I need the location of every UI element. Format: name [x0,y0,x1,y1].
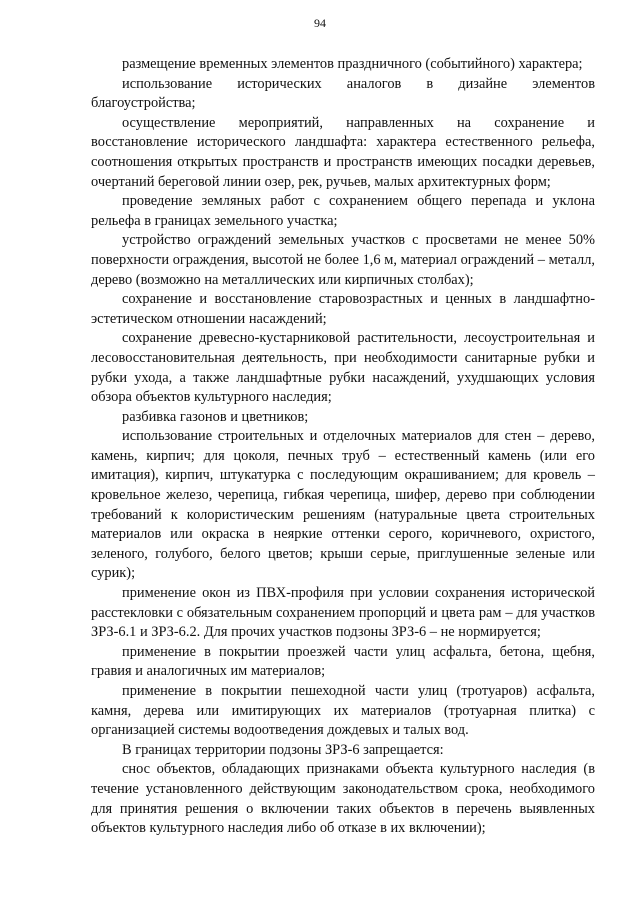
paragraph: применение в покрытии проезжей части улиц асфальта, бетона, щебня, гравия и аналогичных им материалов; [91,643,595,680]
paragraph: сохранение древесно-кустарниковой растительности, лесоустроительная и лесовосстановительная деятельность, при необходимости санитарные рубки и рубки ухода, а также ландшафтные рубки насаждений, ухудшающих условия обзора объектов культурного наследия; [91,330,595,406]
page-number: 94 [314,16,326,30]
paragraph: проведение земляных работ с сохранением общего перепада и уклона рельефа в границах земельного участка; [91,193,595,229]
paragraph: осуществление мероприятий, направленных на сохранение и восстановление исторического ландшафта: характера естественного рельефа, соотношения открытых пространств и пространств имеющих посадки деревьев, очертаний береговой линии озер, рек, ручьев, малых архитектурных форм; [91,114,595,190]
paragraph: устройство ограждений земельных участков с просветами не менее 50% поверхности ограждения, высотой не более 1,6 м, материал ограждений – металл, дерево (возможно на металлических или кирпичных столбах); [91,232,595,288]
paragraph: сохранение и восстановление старовозрастных и ценных в ландшафтно-эстетическом отношении насаждений; [91,291,595,327]
paragraph: применение окон из ПВХ-профиля при условии сохранения исторической расстекловки с обязательным сохранением пропорций и цвета рам – для участков ЗРЗ-6.1 и ЗРЗ-6.2. Для прочих участков подзоны ЗРЗ-6 – не нормируется; [91,585,595,641]
paragraph: снос объектов, обладающих признаками объекта культурного наследия (в течение установленного действующим законодательством срока, необходимого для принятия решения о включении таких объектов в перечень выявленных объектов культурного наследия либо об отказе в их включении); [91,761,595,837]
paragraph: использование исторических аналогов в дизайне элементов благоустройства; [91,75,595,112]
paragraph: разбивка газонов и цветников; [122,408,309,425]
document-body [91,55,595,839]
paragraph: размещение временных элементов праздничного (событийного) характера; [122,56,583,72]
paragraph: В границах территории подзоны ЗРЗ-6 запрещается: [122,741,444,758]
paragraph: использование строительных и отделочных материалов для стен – дерево, камень, кирпич; для цоколя, печных труб – естественный камень (или его имитация), кирпич, штукатурка с последующим окрашиванием; для кровель – кровельное железо, черепица, гибкая черепица, шифер, дерево при соблюдении требований к колористическим решениям (натуральные цвета строительных материалов или окраска в неяркие оттенки серого, коричневого, охристого, зеленого, голубого, белого цветов; крыши серые, приглушенные зеленые или сурик); [91,428,595,582]
paragraph: применение в покрытии пешеходной части улиц (тротуаров) асфальта, камня, дерева или имитирующих их материалов (тротуарная плитка) с организацией системы водоотведения дождевых и талых вод. [91,683,595,739]
